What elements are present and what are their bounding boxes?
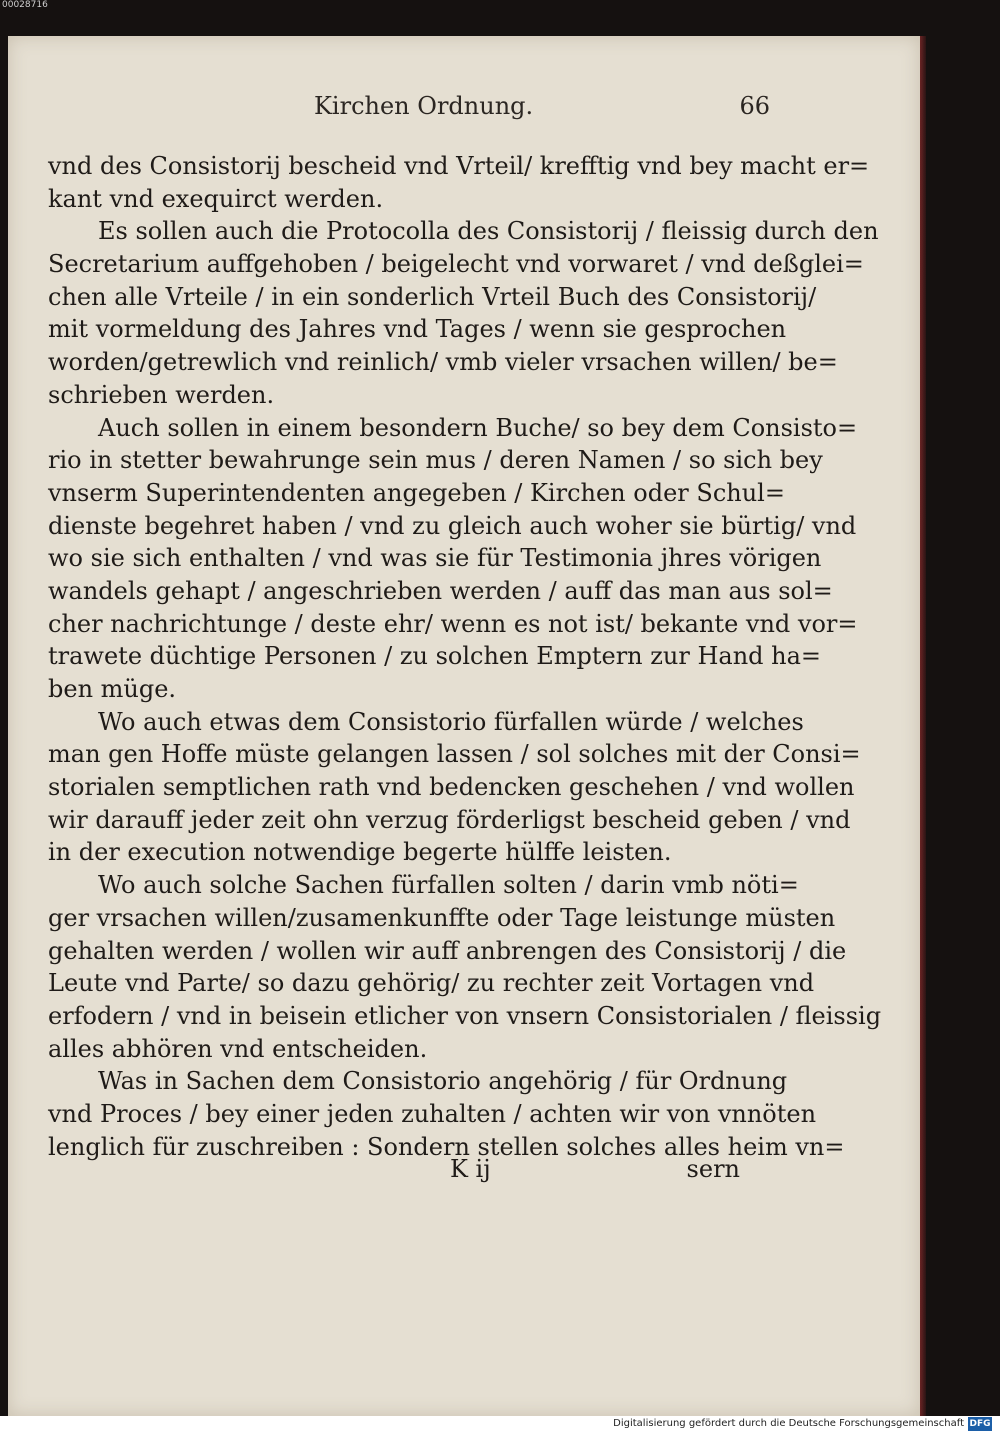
- page-foot: [450, 1155, 740, 1191]
- funding-credit: Digitalisierung gefördert durch die Deutsche Forschungsgemeinschaft: [613, 1418, 964, 1429]
- text-block: [48, 150, 882, 1163]
- text-line: wir darauff jeder zeit ohn verzug förderligst bescheid geben / vnd: [48, 805, 851, 834]
- text-line: wo sie sich enthalten / vnd was sie für Testimonia jhres vörigen: [48, 544, 822, 573]
- text-line: erfodern / vnd in beisein etlicher von vnsern Consistorialen / fleissig: [48, 1001, 882, 1030]
- dfg-logo-icon: DFG: [969, 1419, 991, 1429]
- text-line: vnserm Superintendenten angegeben / Kirchen oder Schul=: [48, 478, 785, 507]
- text-line: trawete düchtige Personen / zu solchen Emptern zur Hand ha=: [48, 642, 822, 671]
- text-line: ger vrsachen willen/zusamenkunffte oder Tage leistunge müsten: [48, 903, 836, 932]
- text-line: rio in stetter bewahrunge sein mus / deren Namen / so sich bey: [48, 446, 823, 475]
- text-line: schrieben werden.: [48, 380, 275, 409]
- text-line: alles abhören vnd entscheiden.: [48, 1034, 428, 1063]
- text-line: Secretarium auffgehoben / beigelecht vnd vorwaret / vnd deßglei=: [48, 250, 864, 279]
- text-line: Was in Sachen dem Consistorio angehörig / für Ordnung: [98, 1067, 788, 1096]
- text-line: mit vormeldung des Jahres vnd Tages / wenn sie gesprochen: [48, 315, 787, 344]
- folio-number: 66: [739, 92, 770, 120]
- text-line: chen alle Vrteile / in ein sonderlich Vrteil Buch des Consistorij/: [48, 282, 817, 311]
- text-line: worden/getrewlich vnd reinlich/ vmb vieler vrsachen willen/ be=: [48, 348, 838, 377]
- text-line: man gen Hoffe müste gelangen lassen / sol solches mit der Consi=: [48, 740, 861, 769]
- text-line: ben müge.: [48, 675, 177, 703]
- text-line: Leute vnd Parte/ so dazu gehörig/ zu rechter zeit Vortagen vnd: [48, 969, 815, 998]
- page-edge: [920, 36, 926, 1416]
- page-header: [300, 92, 770, 132]
- running-title: Kirchen Ordnung.: [314, 92, 534, 120]
- text-line: kant vnd exequirct werden.: [48, 184, 384, 213]
- text-line: dienste begehret haben / vnd zu gleich auch woher sie bürtig/ vnd: [48, 511, 857, 540]
- catchword: sern: [686, 1155, 740, 1183]
- footer-bar: [0, 1416, 1000, 1434]
- text-line: wandels gehapt / angeschrieben werden / auff das man aus sol=: [48, 576, 833, 605]
- scan-id-label: 00028716: [2, 0, 48, 10]
- signature-mark: K ij: [450, 1155, 491, 1183]
- text-line: lenglich für zuschreiben : Sondern stellen solches alles heim vn=: [48, 1132, 845, 1161]
- text-line: vnd des Consistorij bescheid vnd Vrteil/ krefftig vnd bey macht er=: [48, 152, 870, 180]
- text-line: vnd Proces / bey einer jeden zuhalten / achten wir von vnnöten: [48, 1099, 817, 1128]
- text-line: Wo auch etwas dem Consistorio fürfallen würde / welches: [98, 707, 804, 736]
- text-line: in der execution notwendige begerte hülffe leisten.: [48, 838, 672, 867]
- text-line: cher nachrichtunge / deste ehr/ wenn es not ist/ bekante vnd vor=: [48, 609, 858, 638]
- text-line: gehalten werden / wollen wir auff anbrengen des Consistorij / die: [48, 936, 847, 965]
- text-line: Es sollen auch die Protocolla des Consistorij / fleissig durch den: [98, 217, 879, 246]
- text-line: Wo auch solche Sachen fürfallen solten / darin vmb nöti=: [98, 871, 799, 900]
- text-line: storialen semptlichen rath vnd bedencken geschehen / vnd wollen: [48, 773, 855, 802]
- text-line: Auch sollen in einem besondern Buche/ so bey dem Consisto=: [98, 413, 858, 442]
